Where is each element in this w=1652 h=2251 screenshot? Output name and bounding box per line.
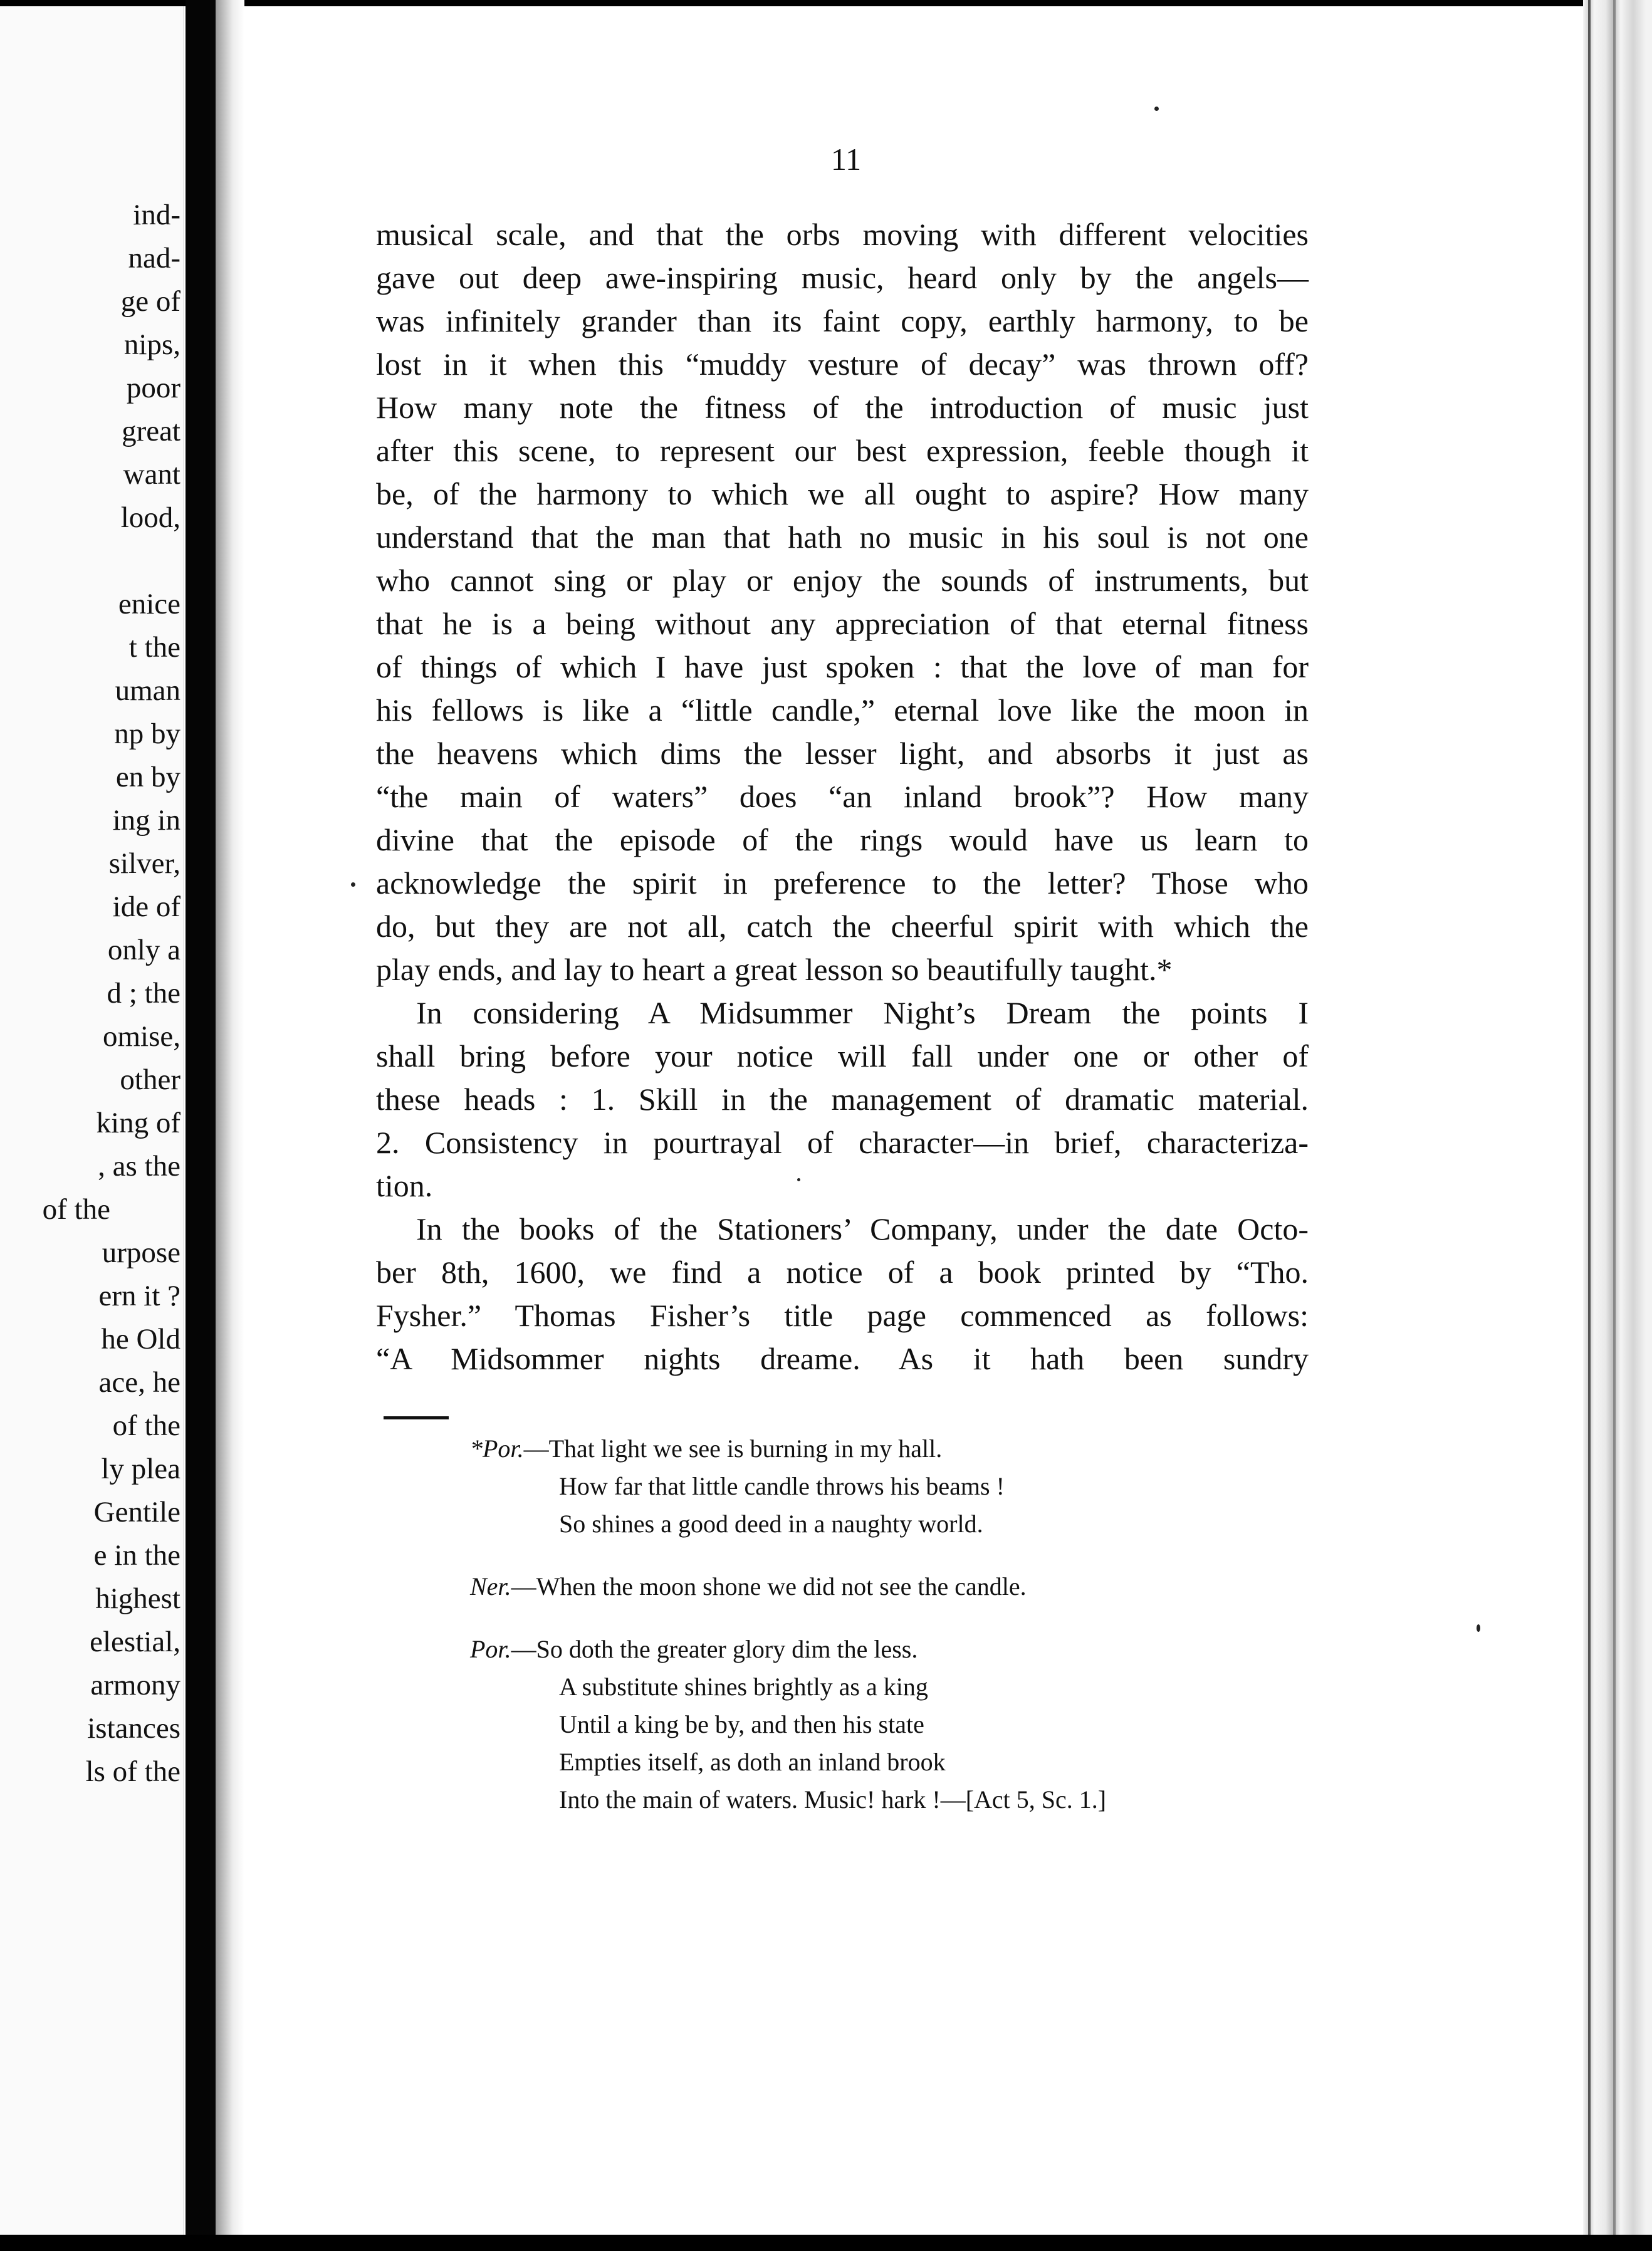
left-page-line: of the (112, 1409, 180, 1442)
body-line: gave out deep awe-inspiring music, heard only by the angels— (376, 260, 1309, 295)
footnote-text: —That light we see is burning in my hall. (523, 1434, 943, 1463)
scan-speck (351, 882, 355, 887)
footnote-text: Into the main of waters. Music! hark !—[Act 5, Sc. 1.] (559, 1785, 1107, 1814)
left-page-line: other (120, 1063, 180, 1096)
scan-top-edge (0, 0, 1652, 6)
footnote-line (470, 1430, 1285, 1468)
footnote-line (470, 1781, 1285, 1819)
left-page-line: highest (95, 1582, 180, 1615)
body-line: the heavens which dims the lesser light, and absorbs it just as (376, 736, 1309, 771)
body-line: musical scale, and that the orbs moving with different velocities (376, 217, 1309, 252)
left-page-line: Gentile (93, 1496, 180, 1528)
body-line: these heads : 1. Skill in the management of dramatic material. (376, 1082, 1309, 1117)
body-line: after this scene, to represent our best expression, feeble though it (376, 433, 1309, 468)
footnote-line (470, 1743, 1285, 1781)
left-page-fragment (0, 6, 184, 2235)
left-page-line: ace, he (98, 1366, 180, 1399)
footnote-text: Empties itself, as doth an inland brook (559, 1748, 946, 1776)
footnote-line (470, 1706, 1285, 1743)
left-page-line: urpose (102, 1236, 180, 1269)
page-number: 11 (830, 142, 862, 177)
footnote-text: How far that little candle throws his beams ! (559, 1472, 1005, 1500)
left-page-line: he Old (101, 1323, 180, 1355)
body-line: was infinitely grander than its faint copy, earthly harmony, to be (376, 303, 1309, 338)
left-page-line: silver, (108, 847, 180, 880)
left-page-line: nad- (128, 242, 180, 274)
left-page-line: want (123, 458, 180, 491)
body-line: In considering A Midsummer Night’s Dream the points I (416, 995, 1309, 1030)
body-line: his fellows is like a “little candle,” eternal love like the moon in (376, 692, 1309, 728)
page-edge-right (1583, 0, 1652, 2235)
left-page-line: ly plea (101, 1453, 180, 1485)
left-page-line: e in the (93, 1539, 180, 1572)
body-line: that he is a being without any appreciation of that eternal fitness (376, 606, 1309, 641)
body-line: lost in it when this “muddy vesture of decay” was thrown off? (376, 347, 1309, 382)
left-page-line: elestial, (90, 1626, 180, 1658)
left-page-line: only a (107, 934, 180, 966)
footnote-line (470, 1631, 1285, 1668)
left-page-line: ge of (120, 285, 180, 318)
body-text (376, 213, 1309, 1381)
left-page-line: , as the (98, 1150, 180, 1183)
body-line: tion. (376, 1168, 433, 1203)
body-line: play ends, and lay to heart a great lesson so beautifully taught.* (376, 952, 1173, 987)
body-line: who cannot sing or play or enjoy the sounds of instruments, but (376, 563, 1309, 598)
left-page-line: uman (115, 674, 180, 707)
scan-bottom-edge (0, 2235, 1652, 2251)
body-line: ber 8th, 1600, we find a notice of a book printed by “Tho. (376, 1255, 1309, 1290)
left-page-line: enice (118, 588, 180, 620)
left-page-line: of the (42, 1193, 110, 1226)
left-page-line: d ; the (107, 977, 180, 1010)
body-line: shall bring before your notice will fall under one or other of (376, 1038, 1309, 1073)
footnote-speaker: Por. (470, 1635, 511, 1663)
body-line: of things of which I have just spoken : that the love of man for (376, 649, 1309, 684)
scan-speck (1477, 1624, 1480, 1632)
scan-speck (797, 1178, 800, 1181)
left-page-line: armony (90, 1669, 180, 1701)
footnote-text: —So doth the greater glory dim the less. (511, 1635, 918, 1663)
footnote-line (470, 1505, 1285, 1543)
left-page-line: nips, (123, 328, 180, 361)
footnote-text: A substitute shines brightly as a king (559, 1673, 928, 1701)
footnote-line (470, 1568, 1285, 1606)
left-page-line: ind- (133, 199, 180, 231)
footnote-speaker: *Por. (470, 1434, 524, 1463)
book-gutter (186, 0, 216, 2235)
gutter-shadow (216, 0, 244, 2235)
body-line: How many note the fitness of the introduction of music just (376, 390, 1309, 425)
left-page-line: ide of (112, 890, 180, 923)
body-line: Fysher.” Thomas Fisher’s title page commenced as follows: (376, 1298, 1309, 1333)
body-line: 2. Consistency in pourtrayal of character—in brief, characteriza- (376, 1125, 1309, 1160)
footnote-text: So shines a good deed in a naughty world. (559, 1510, 983, 1538)
left-page-line: omise, (102, 1020, 180, 1053)
body-line: understand that the man that hath no music in his soul is not one (376, 520, 1309, 555)
body-line: acknowledge the spirit in preference to the letter? Those who (376, 865, 1309, 901)
left-page-line: lood, (120, 501, 180, 534)
left-page-line: poor (126, 372, 180, 404)
footnote-text: —When the moon shone we did not see the candle. (511, 1572, 1027, 1601)
left-page-line: istances (87, 1712, 180, 1745)
body-line: “A Midsommer nights dreame. As it hath been sundry (376, 1341, 1309, 1376)
footnotes (470, 1430, 1285, 1819)
footnote-line (470, 1468, 1285, 1505)
left-page-line: great (122, 415, 180, 447)
left-page-line: ing in (112, 804, 180, 837)
body-line: divine that the episode of the rings would have us learn to (376, 822, 1309, 857)
left-page-line: np by (114, 718, 180, 750)
left-page-line: ls of the (85, 1755, 180, 1788)
left-page-line: en by (115, 761, 180, 793)
body-line: be, of the harmony to which we all ought to aspire? How many (376, 476, 1309, 511)
footnote-rule (384, 1416, 449, 1419)
footnote-text: Until a king be by, and then his state (559, 1710, 924, 1738)
scan-speck (1154, 107, 1159, 111)
body-line: In the books of the Stationers’ Company, under the date Octo- (416, 1211, 1309, 1246)
left-page-line: ern it ? (98, 1280, 180, 1312)
body-line: do, but they are not all, catch the cheerful spirit with which the (376, 909, 1309, 944)
left-page-line: king of (96, 1107, 180, 1139)
body-line: “the main of waters” does “an inland brook”? How many (376, 779, 1309, 814)
footnote-line (470, 1668, 1285, 1706)
footnote-speaker: Ner. (470, 1572, 511, 1601)
left-page-line: t the (128, 631, 180, 664)
